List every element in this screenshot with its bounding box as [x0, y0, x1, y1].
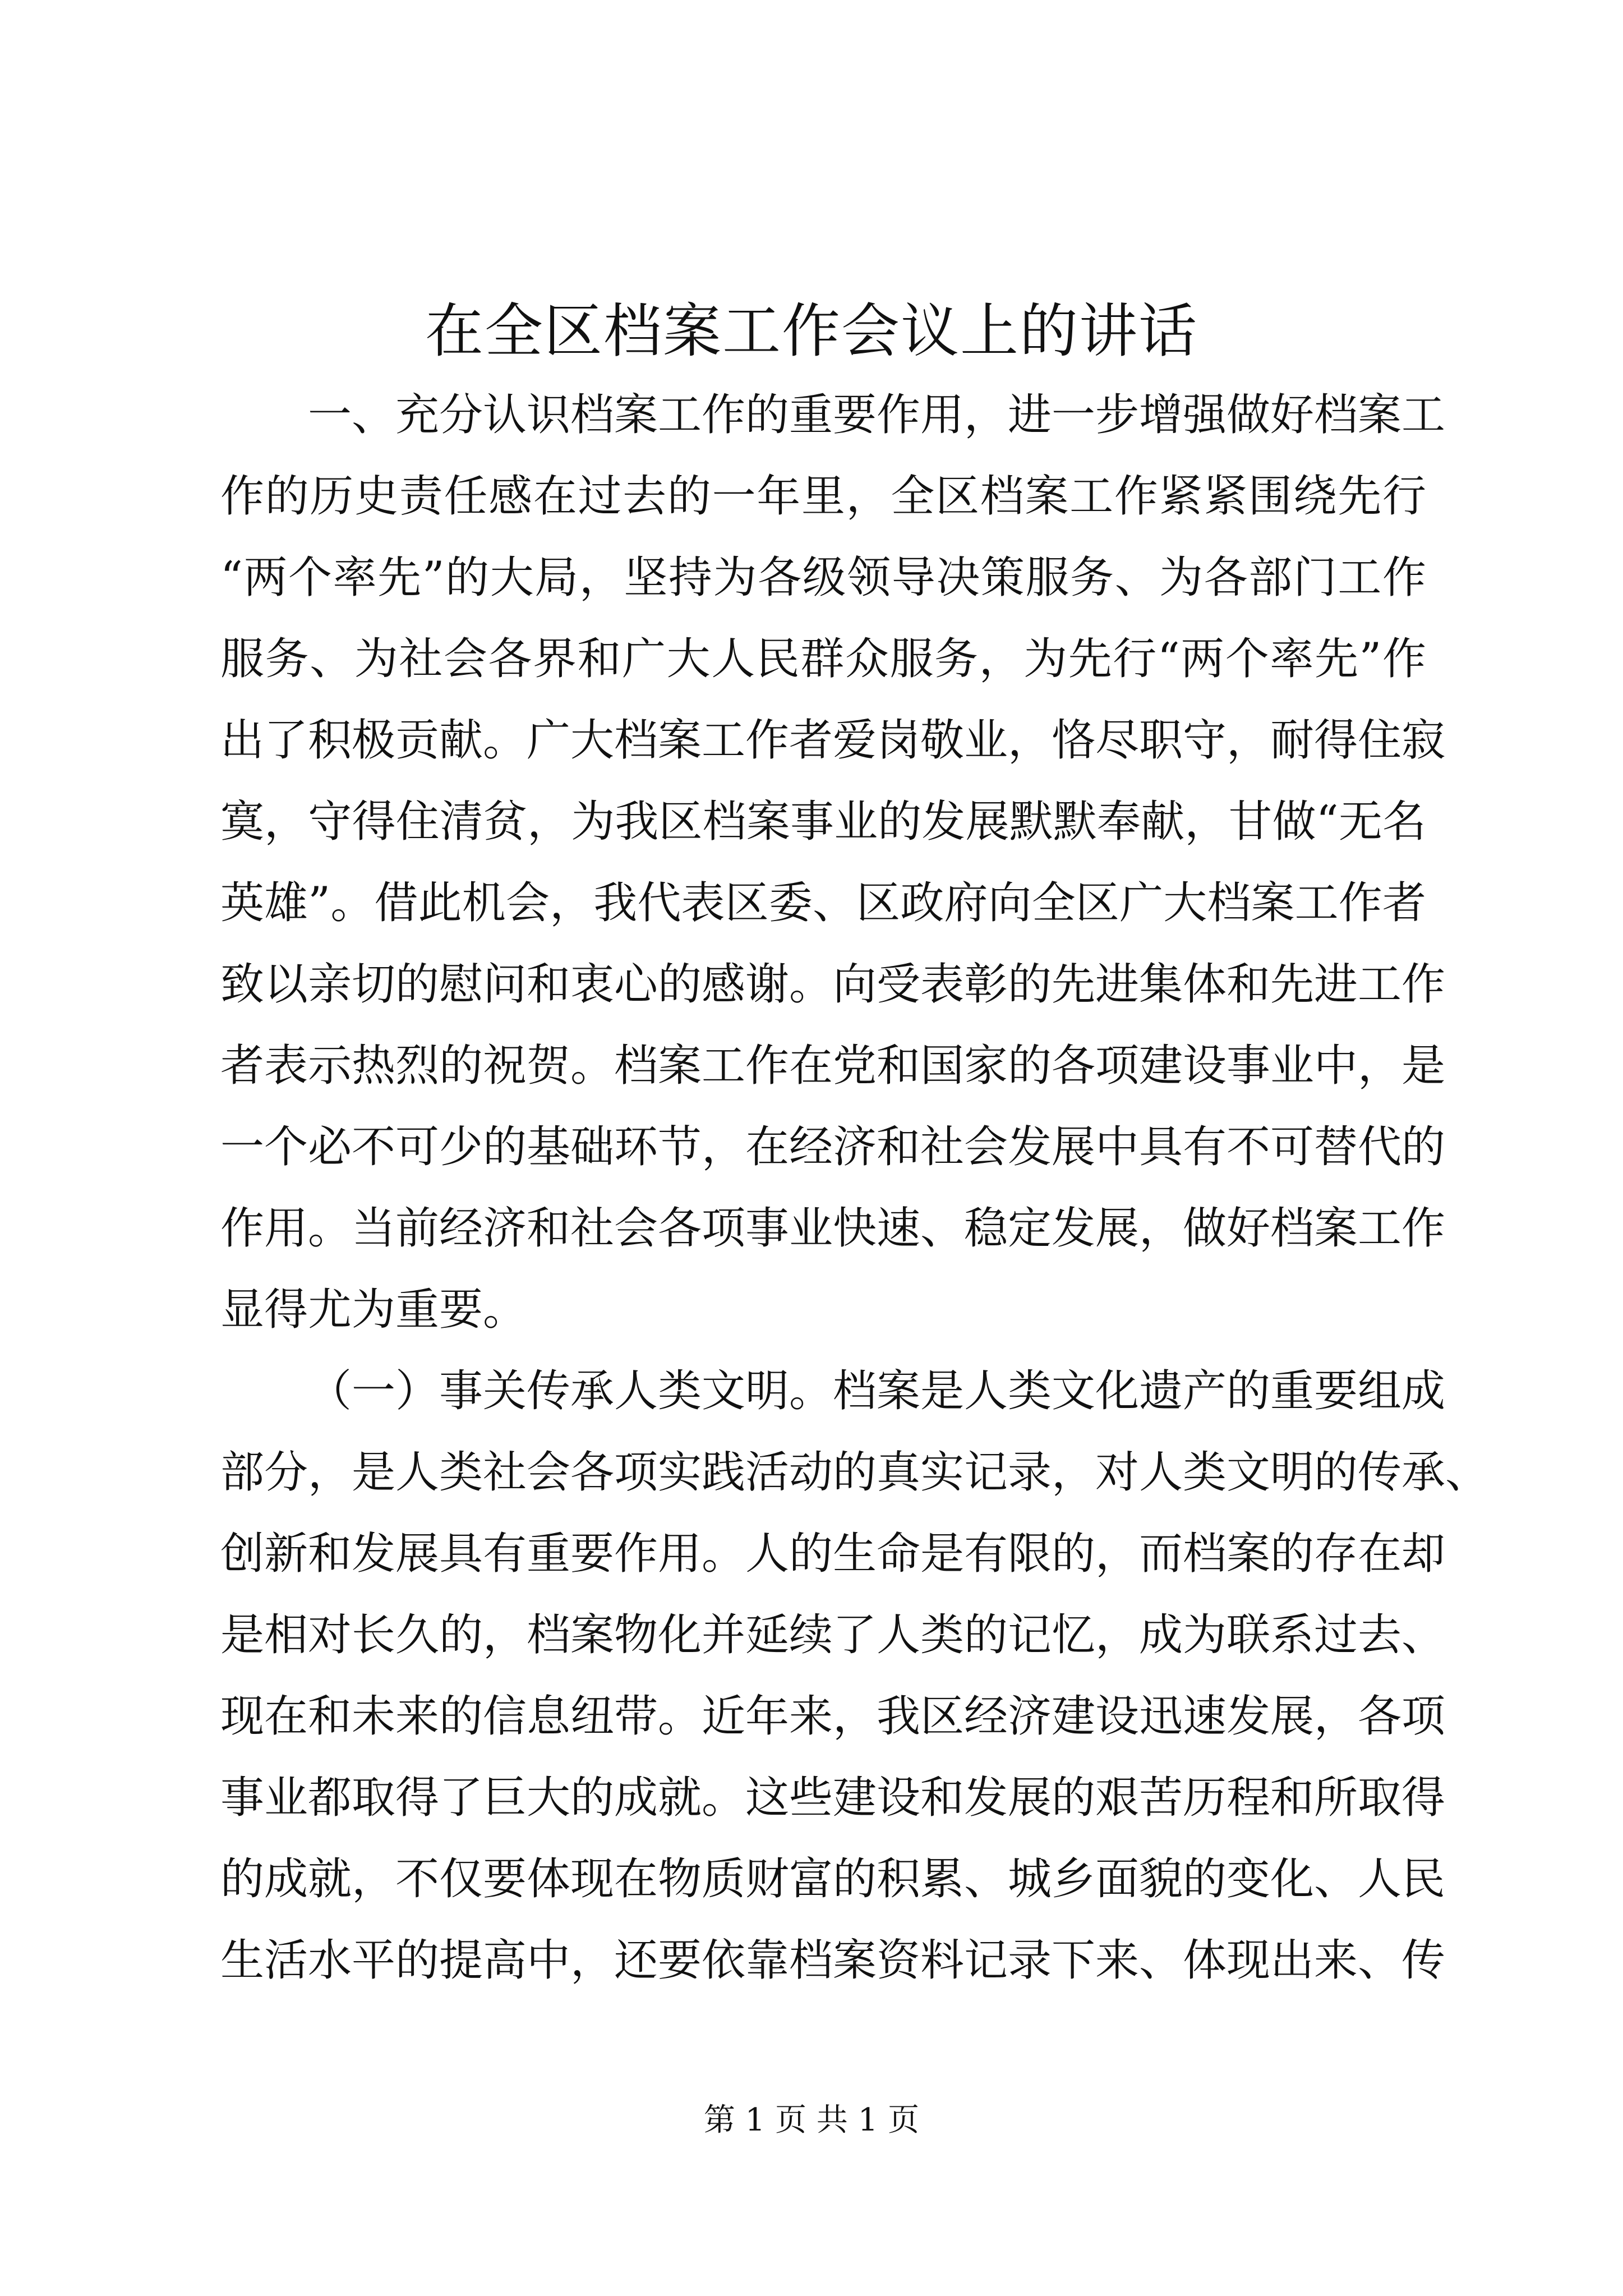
text-line: 致以亲切的慰问和衷心的感谢。向受表彰的先进集体和先进工作	[220, 959, 1446, 1010]
text-line: “两个率先”的大局，坚持为各级领导决策服务、为各部门工作	[220, 553, 1426, 603]
text-line: 服务、为社会各界和广大人民群众服务，为先行“两个率先”作	[220, 634, 1426, 684]
text-line: 是相对长久的，档案物化并延续了人类的记忆，成为联系过去、	[220, 1610, 1446, 1660]
text-line: 生活水平的提高中，还要依靠档案资料记录下来、体现出来、传	[220, 1935, 1446, 1986]
paragraph-1	[220, 375, 1446, 1351]
paragraph-2	[220, 1351, 1490, 2001]
text-line: 作用。当前经济和社会各项事业快速、稳定发展，做好档案工作	[220, 1203, 1446, 1254]
text-line: 现在和未来的信息纽带。近年来，我区经济建设迅速发展，各项	[220, 1691, 1446, 1742]
text-line: 创新和发展具有重要作用。人的生命是有限的，而档案的存在却	[220, 1529, 1446, 1579]
text-line: 出了积极贡献。广大档案工作者爱岗敬业，恪尽职守，耐得住寂	[220, 715, 1446, 766]
text-line: 部分，是人类社会各项实践活动的真实记录，对人类文明的传承、	[220, 1447, 1490, 1498]
document-title: 在全区档案工作会议上的讲话	[425, 297, 1198, 365]
document-body	[220, 375, 1490, 2001]
text-line: 一个必不可少的基础环节，在经济和社会发展中具有不可替代的	[220, 1122, 1446, 1172]
text-line: 一、充分认识档案工作的重要作用，进一步增强做好档案工	[308, 390, 1446, 440]
text-line: （一）事关传承人类文明。档案是人类文化遗产的重要组成	[308, 1366, 1446, 1416]
text-line: 者表示热烈的祝贺。档案工作在党和国家的各项建设事业中，是	[220, 1041, 1446, 1091]
text-line: 事业都取得了巨大的成就。这些建设和发展的艰苦历程和所取得	[220, 1773, 1446, 1823]
text-line: 英雄”。借此机会，我代表区委、区政府向全区广大档案工作者	[220, 878, 1426, 928]
text-line: 的成就，不仅要体现在物质财富的积累、城乡面貌的变化、人民	[220, 1854, 1446, 1904]
text-line: 作的历史责任感在过去的一年里，全区档案工作紧紧围绕先行	[220, 471, 1426, 522]
text-line: 显得尤为重要。	[220, 1285, 527, 1335]
page-footer: 第 1 页 共 1 页	[703, 2102, 920, 2138]
text-line: 寞，守得住清贫，为我区档案事业的发展默默奉献，甘做“无名	[220, 797, 1426, 847]
